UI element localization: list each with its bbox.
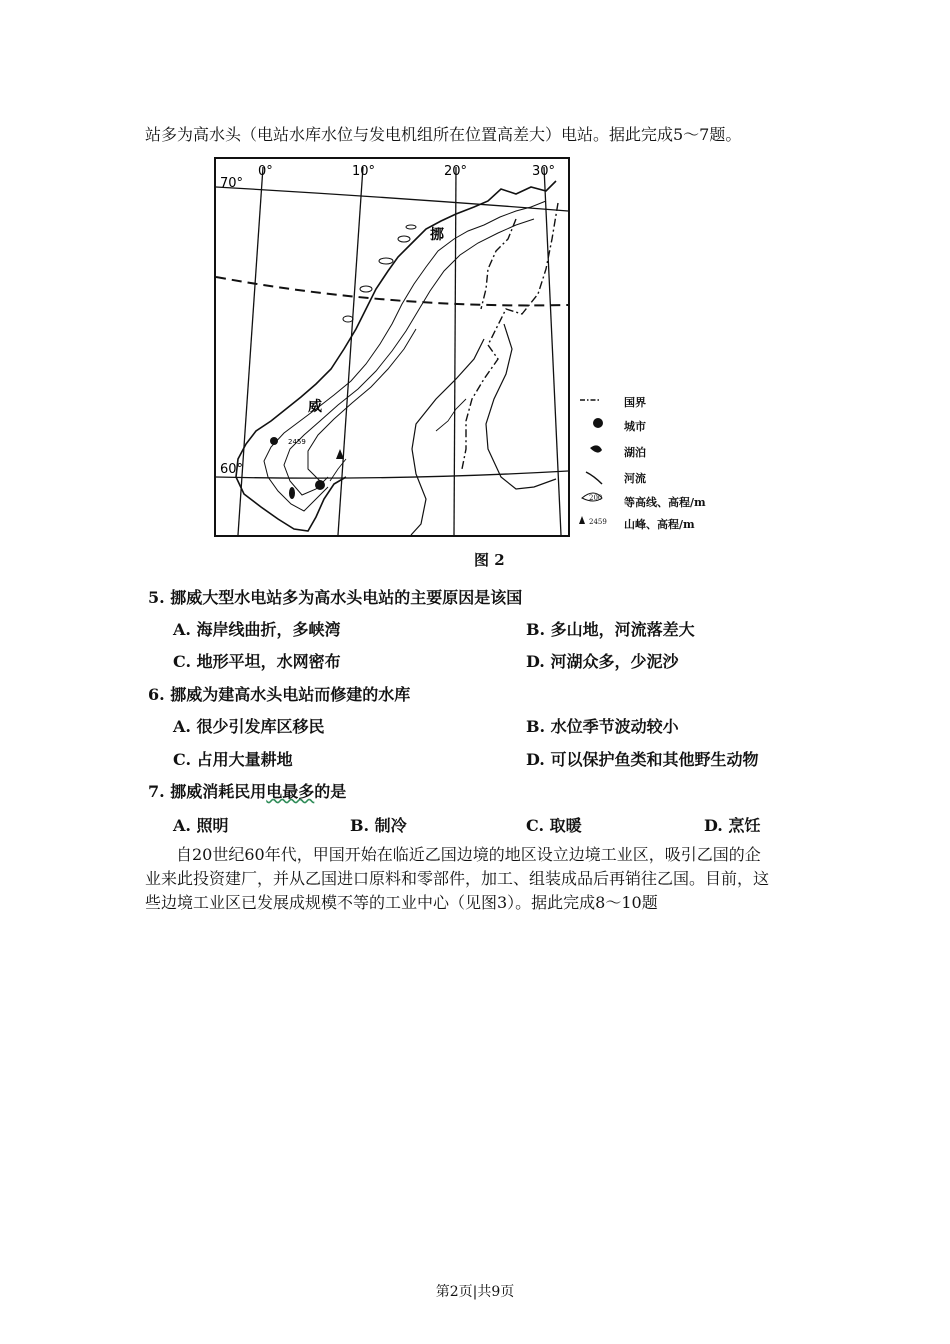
passage-line-3: 些边境工业区已发展成规模不等的工业中心（见图3）。据此完成8～10题 <box>145 893 658 912</box>
island <box>406 225 416 229</box>
question-7-option-d[interactable]: D. 烹饪 <box>704 816 761 835</box>
question-7-option-c[interactable]: C. 取暖 <box>526 816 582 835</box>
national-border <box>462 203 558 469</box>
peak-icon <box>336 449 344 459</box>
island <box>379 258 393 264</box>
question-5-option-a[interactable]: A. 海岸线曲折，多峡湾 <box>173 620 341 639</box>
question-6-option-c[interactable]: C. 占用大量耕地 <box>173 750 293 769</box>
figure-caption: 图 2 <box>474 551 505 569</box>
meridian-0 <box>238 167 263 535</box>
legend-lake: 湖泊 <box>624 446 646 459</box>
lon-label-10: 10° <box>352 164 376 179</box>
contour-line-3 <box>308 329 416 481</box>
intro-line: 站多为高水头（电站水库水位与发电机组所在位置高差大）电站。据此完成5～7题。 <box>145 125 742 144</box>
norway-map <box>214 157 570 537</box>
lat-label-70: 70° <box>220 176 244 191</box>
question-5-stem: 5. 挪威大型水电站多为高水头电站的主要原因是该国 <box>148 588 523 607</box>
legend-peak: 山峰、高程/m <box>624 518 695 531</box>
question-6-option-d[interactable]: D. 可以保护鱼类和其他野生动物 <box>526 750 759 769</box>
legend-contour: 等高线、高程/m <box>624 496 706 509</box>
question-5-option-c[interactable]: C. 地形平坦，水网密布 <box>173 652 341 671</box>
arctic-circle <box>216 277 568 305</box>
legend-contour-value: 200 <box>589 494 603 502</box>
lon-label-0: 0° <box>258 164 273 179</box>
island <box>360 286 372 292</box>
question-7-option-a[interactable]: A. 照明 <box>173 816 229 835</box>
lon-label-20: 20° <box>444 164 468 179</box>
question-6-option-b[interactable]: B. 水位季节波动较小 <box>526 717 679 736</box>
parallel-70 <box>216 187 568 211</box>
question-6-option-a[interactable]: A. 很少引发库区移民 <box>173 717 325 736</box>
map-svg <box>216 159 568 535</box>
legend-river-symbol <box>586 472 602 484</box>
question-7-stem <box>148 779 346 802</box>
legend-river: 河流 <box>624 472 646 485</box>
legend-city-symbol <box>593 418 603 428</box>
city-dot <box>315 480 325 490</box>
lake <box>289 487 295 499</box>
legend-city: 城市 <box>624 420 646 433</box>
peak-label: 2459 <box>288 438 306 446</box>
gulf-coast <box>486 324 556 489</box>
legend-border: 国界 <box>624 396 646 409</box>
passage-line-1: 自20世纪60年代，甲国开始在临近乙国边境的地区设立边境工业区，吸引乙国的企 <box>176 845 761 864</box>
city-dot <box>270 437 278 445</box>
river <box>436 399 466 431</box>
page-footer: 第2页|共9页 <box>435 1284 515 1300</box>
question-7-stem-prefix: 7. 挪威消耗民用 <box>148 782 267 801</box>
question-5-option-d[interactable]: D. 河湖众多，少泥沙 <box>526 652 679 671</box>
legend-lake-symbol <box>590 445 602 452</box>
sweden-coast <box>411 339 484 535</box>
parallel-60 <box>216 471 568 478</box>
country-label-1: 挪 <box>430 227 444 243</box>
meridian-20 <box>454 167 456 535</box>
question-7-stem-suffix: 的是 <box>314 782 347 801</box>
question-6-stem: 6. 挪威为建高水头电站而修建的水库 <box>148 685 411 704</box>
lon-label-30: 30° <box>532 164 556 179</box>
country-label-2: 威 <box>308 399 322 415</box>
legend-symbols <box>574 390 604 535</box>
question-7-stem-underlined: 电最多 <box>266 782 315 801</box>
question-5-option-b[interactable]: B. 多山地，河流落差大 <box>526 620 695 639</box>
question-7-option-b[interactable]: B. 制冷 <box>350 816 407 835</box>
island <box>343 316 353 322</box>
island <box>398 236 410 242</box>
contour-line-2 <box>284 219 534 495</box>
legend-peak-value: 2459 <box>589 518 607 526</box>
lat-label-60: 60° <box>220 462 244 477</box>
contour-line-1 <box>264 201 546 511</box>
passage-line-2: 业来此投资建厂，并从乙国进口原料和零部件，加工、组装成品后再销往乙国。目前，这 <box>145 869 770 888</box>
legend-peak-symbol <box>579 516 585 524</box>
